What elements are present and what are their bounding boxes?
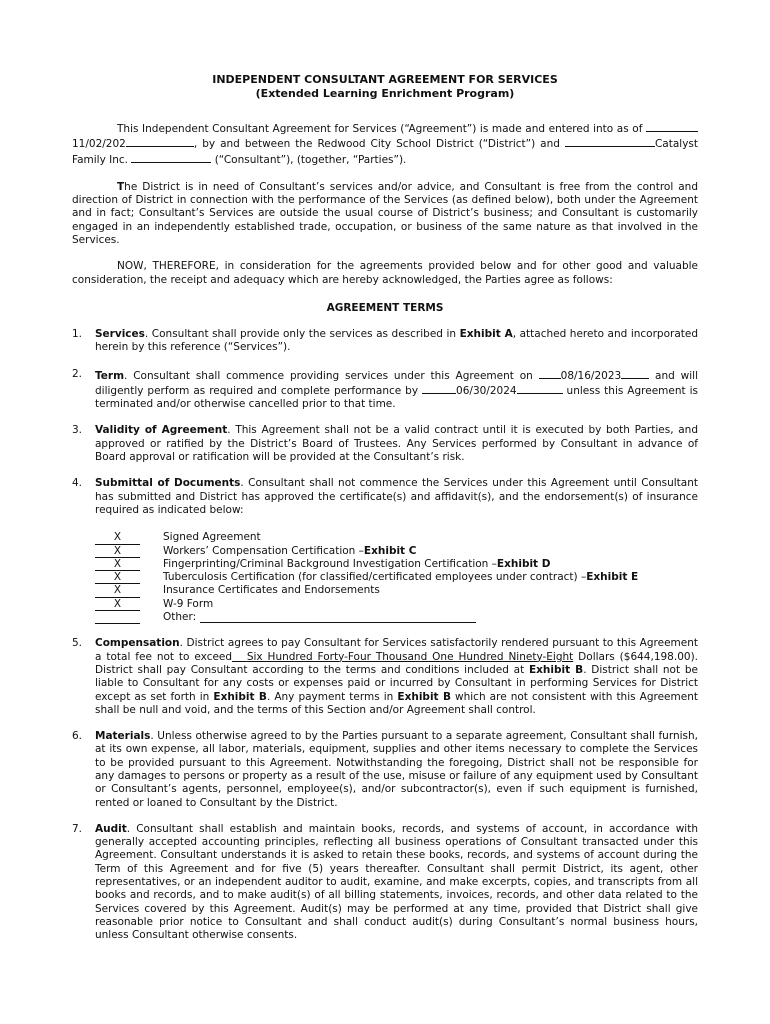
checklist-item: X W-9 Form bbox=[95, 598, 698, 611]
checklist-item: X Signed Agreement bbox=[95, 531, 698, 544]
checklist-item: X Insurance Certificates and Endorsements bbox=[95, 584, 698, 597]
other-blank-line bbox=[200, 611, 476, 623]
check-mark: X bbox=[95, 584, 140, 597]
recital-paragraph-2: NOW, THEREFORE, in consideration for the agreements provided below and for other good and valuable consideration, the receipt and adequacy which are hereby acknowledged, the Parties agree as follows: bbox=[72, 260, 698, 286]
checklist-item-other bbox=[95, 611, 698, 624]
section-submittal: 4. Submittal of Documents. Consultant shall not commence the Services under this Agreement until Consultant has submitted and District has approved the certificate(s) and affidavit(s), and the endorsement(s) of insurance required as indicated below: bbox=[72, 477, 698, 516]
start-date: 08/16/2023 bbox=[560, 369, 622, 382]
section-materials: 6. Materials. Unless otherwise agreed to by the Parties pursuant to a separate agreement, Consultant shall furnish, at its own expense, all labor, materials, equipment, supplies and other items necessary to complete the Services to be provided pursuant to this Agreement. Notwithstanding the foregoing, District shall not be responsible for any damages to persons or property as a result of the use, misuse or failure of any equipment used by Consultant or Consultant’s agents, personnel, employee(s), and/or subcontractor(s), even if such equipment is furnished, rented or loaned to Consultant by the District. bbox=[72, 730, 698, 809]
check-mark: X bbox=[95, 558, 140, 571]
intro-text-1: This Independent Consultant Agreement for Services (“Agreement”) is made and entered into as of bbox=[117, 123, 643, 135]
checklist-item: X Tuberculosis Certification (for classified/certificated employees under contract) – Exhibit E bbox=[95, 571, 698, 584]
other-label: Other: bbox=[163, 611, 197, 624]
section-term: 2. Term. Consultant shall commence providing services under this Agreement on 08/16/2023 and will diligently perform as required and complete performance by 06/30/2024 unless this Agreement is terminated and/or otherwise cancelled prior to that time. bbox=[72, 367, 698, 411]
check-mark-empty bbox=[95, 611, 140, 624]
intro-paragraph bbox=[72, 121, 698, 167]
intro-text-3: (“Consultant”), (together, “Parties”). bbox=[214, 153, 407, 166]
document-checklist bbox=[95, 531, 698, 624]
document-title: INDEPENDENT CONSULTANT AGREEMENT FOR SERVICES bbox=[212, 73, 558, 86]
amount-words: Six Hundred Forty-Four Thousand One Hundred Ninety-Eight bbox=[246, 650, 574, 663]
check-mark: X bbox=[95, 598, 140, 611]
agreement-terms-heading: AGREEMENT TERMS bbox=[326, 301, 444, 314]
section-validity: 3. Validity of Agreement. This Agreement shall not be a valid contract until it is executed by both Parties, and approved or ratified by the District’s Board of Trustees. Any Services performed by Consultant in advance of Board approval or ratification will be provided at the Consultant’s risk. bbox=[72, 424, 699, 464]
recital-paragraph-1: The District is in need of Consultant’s services and/or advice, and Consultant is free from the control and direction of District in connection with the performance of the Services (as defined below), both under the Agreement and in fact; Consultant’s Services are outside the usual course of District’s business; and Consultant is customarily engaged in an independently established trade, occupation, or business of the same nature as that involved in the Services. bbox=[72, 180, 698, 247]
checklist-item: X Workers’ Compensation Certification – Exhibit C bbox=[95, 545, 698, 558]
check-mark: X bbox=[95, 571, 140, 584]
checklist-item: X Fingerprinting/Criminal Background Investigation Certification – Exhibit D bbox=[95, 558, 698, 571]
section-compensation: 5. Compensation. District agrees to pay Consultant for Services satisfactorily rendered pursuant to this Agreement a total fee not to exceed Six Hundred Forty-Four Thousand One Hundred Ninety-Eight Dollars ($644,198.00). District shall pay Consultant according to the terms and conditions included at Exhibit B. District shall not be liable to Consultant for any costs or expenses paid or incurred by Consultant in performing Services for District except as set forth in Exhibit B. Any payment terms in Exhibit B which are not consistent with this Agreement shall be null and void, and the terms of this Section and/or Agreement shall control. bbox=[72, 637, 698, 716]
agreement-date: 11/02/202 bbox=[72, 138, 126, 151]
end-date: 06/30/2024 bbox=[456, 384, 517, 397]
document-page bbox=[72, 73, 698, 943]
check-mark: X bbox=[95, 531, 140, 544]
document-subtitle: (Extended Learning Enrichment Program) bbox=[255, 87, 515, 100]
intro-text-2: , by and between the Redwood City School District (“District”) and bbox=[193, 138, 560, 151]
consultant-name: Catalyst Family Inc. bbox=[72, 138, 698, 166]
check-mark: X bbox=[95, 545, 140, 558]
section-audit: 7. Audit. Consultant shall establish and maintain books, records, and systems of account, in accordance with generally accepted accounting principles, reflecting all business operations of Consultant transacted under this Agreement. Consultant understands it is asked to retain these books, records, and systems of account during the Term of this Agreement and for five (5) years thereafter. Consultant shall permit District, its agent, other representatives, or an independent auditor to audit, examine, and make excerpts, copies, and transcripts from all books and records, and to make audit(s) of all billing statements, invoices, records, and other data related to the Services covered by this Agreement. Audit(s) may be performed at any time, provided that District shall give reasonable prior notice to Consultant and shall conduct audit(s) during Consultant’s normal business hours, unless Consultant otherwise consents. bbox=[72, 822, 698, 942]
section-services: 1. Services. Consultant shall provide only the services as described in Exhibit A, attached hereto and incorporated herein by this reference (“Services”). bbox=[72, 327, 698, 354]
